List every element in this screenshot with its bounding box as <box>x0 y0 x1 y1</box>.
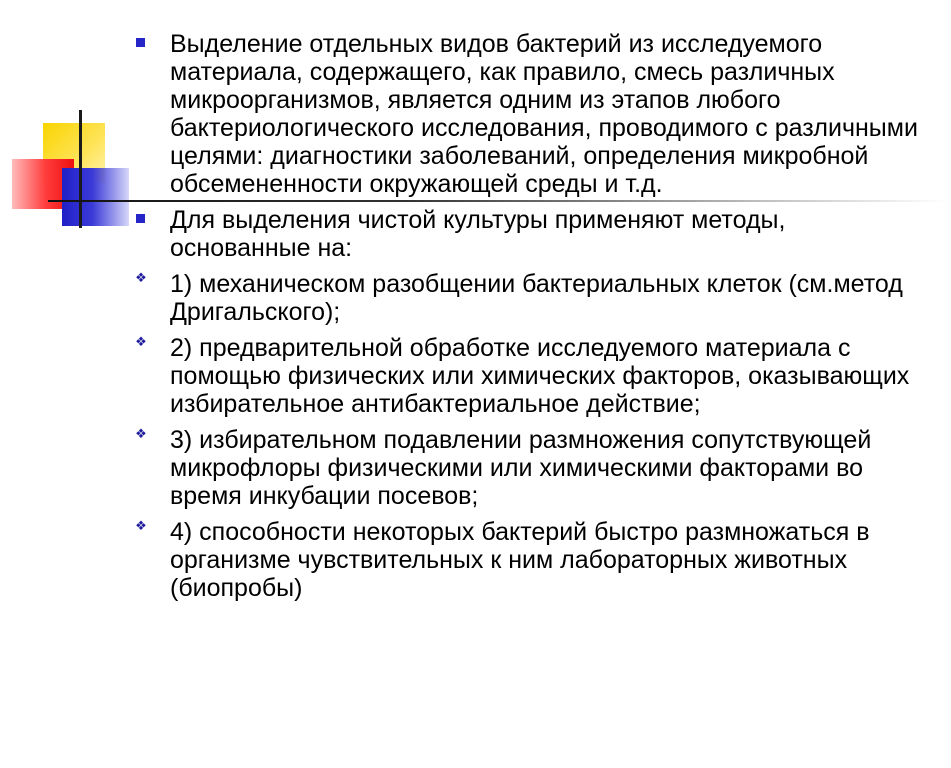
blue-square-decoration <box>62 168 129 226</box>
diamond-bullet-icon: ❖ <box>135 271 147 286</box>
bullet-text: 3) избирательном подавлении размножения сопутствующей микрофлоры физическими или химическими факторами во время инкубации посевов; <box>170 426 872 510</box>
bullet-text: 1) механическом разобщении бактериальных клеток (см.метод Дригальского); <box>170 270 903 326</box>
bullet-text: Для выделения чистой культуры применяют методы, основанные на: <box>170 206 786 262</box>
bullet-text: Выделение отдельных видов бактерий из исследуемого материала, содержащего, как правило, смесь различных микроорганизмов, является одним из этапов любого бактериологического исследования, проводимого с различными целями: диагностики заболеваний, определения микробной обсемененности окружающей среды и т.д. <box>170 30 918 198</box>
yellow-square-decoration <box>43 123 105 183</box>
bullet-item-5 <box>130 426 930 510</box>
diamond-bullet-icon: ❖ <box>135 519 147 534</box>
bullet-item-1 <box>130 30 930 198</box>
bullet-item-4 <box>130 334 930 418</box>
diamond-bullet-icon: ❖ <box>135 427 147 442</box>
bullet-item-3 <box>130 270 930 326</box>
red-square-decoration <box>12 159 74 209</box>
diamond-bullet-icon: ❖ <box>135 335 147 350</box>
bullet-item-2 <box>130 206 930 262</box>
square-bullet-icon <box>136 38 145 47</box>
vertical-line-decoration <box>79 110 82 228</box>
bullet-item-6 <box>130 518 930 602</box>
square-bullet-icon <box>136 214 145 223</box>
bullet-list <box>130 30 930 610</box>
bullet-text: 2) предварительной обработке исследуемого материала с помощью физических или химических факторов, оказывающих избирательное антибактериальное действие; <box>170 334 910 418</box>
bullet-text: 4) способности некоторых бактерий быстро размножаться в организме чувствительных к ним лабораторных животных (биопробы) <box>170 518 870 602</box>
